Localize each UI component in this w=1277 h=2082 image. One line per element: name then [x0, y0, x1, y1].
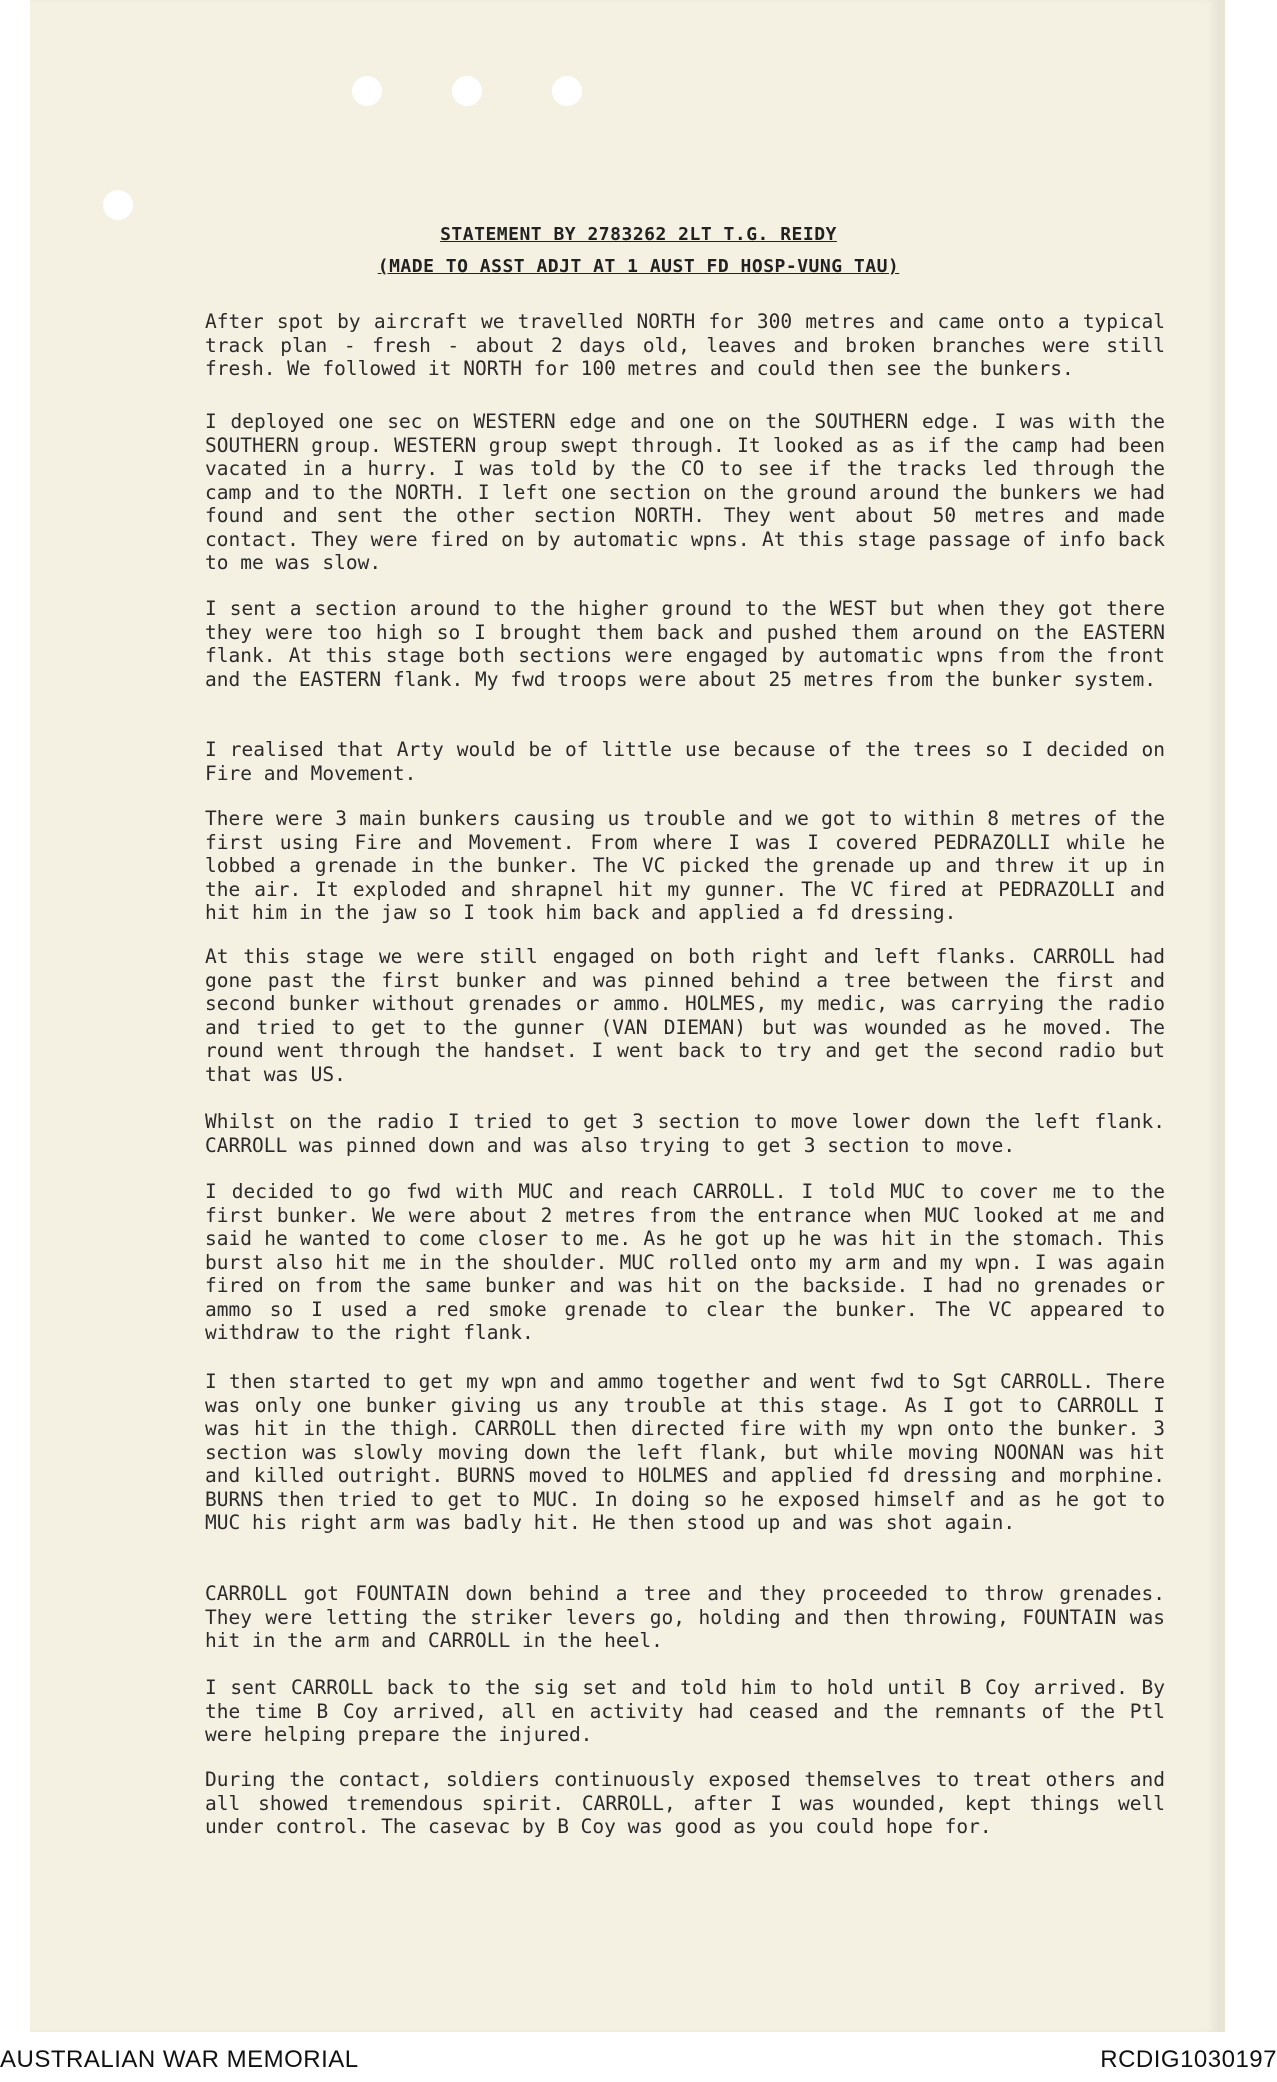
paragraph: After spot by aircraft we travelled NORTH for 300 metres and came onto a typical track plan - fresh - about 2 days old, leaves and broken branches were still fresh. We followed it NORTH for 100 metres and could then see the bunkers. — [205, 310, 1165, 380]
paragraph: I realised that Arty would be of little use because of the trees so I decided on Fire and Movement. — [205, 738, 1165, 785]
footer-record-id: RCDIG1030197 — [1100, 2046, 1277, 2073]
punch-hole — [352, 76, 382, 106]
footer-institution: AUSTRALIAN WAR MEMORIAL — [0, 2046, 359, 2073]
punch-hole — [452, 76, 482, 106]
paragraph: I sent a section around to the higher ground to the WEST but when they got there they were too high so I brought them back and pushed them around on the EASTERN flank. At this stage both sections were engaged by automatic wpns from the front and the EASTERN flank. My fwd troops were about 25 metres from the bunker system. — [205, 597, 1165, 691]
paragraph: There were 3 main bunkers causing us trouble and we got to within 8 metres of the first using Fire and Movement. From where I was I covered PEDRAZOLLI while he lobbed a grenade in the bunker. The VC picked the grenade up and threw it up in the air. It exploded and shrapnel hit my gunner. The VC fired at PEDRAZOLLI and hit him in the jaw so I took him back and applied a fd dressing. — [205, 807, 1165, 924]
paragraph: CARROLL got FOUNTAIN down behind a tree and they proceeded to throw grenades. They were letting the striker levers go, holding and then throwing, FOUNTAIN was hit in the arm and CARROLL in the heel. — [205, 1582, 1165, 1652]
paragraph: I deployed one sec on WESTERN edge and one on the SOUTHERN edge. I was with the SOUTHERN group. WESTERN group swept through. It looked as as if the camp had been vacated in a hurry. I was told by the CO to see if the tracks led through the camp and to the NORTH. I left one section on the ground around the bunkers we had found and sent the other section NORTH. They went about 50 metres and made contact. They were fired on by automatic wpns. At this stage passage of info back to me was slow. — [205, 410, 1165, 574]
paragraph: During the contact, soldiers continuously exposed themselves to treat others and all showed tremendous spirit. CARROLL, after I was wounded, kept things well under control. The casevac by B Coy was good as you could hope for. — [205, 1768, 1165, 1838]
statement-title: STATEMENT BY 2783262 2LT T.G. REIDY — [440, 224, 837, 245]
paragraph: I then started to get my wpn and ammo together and went fwd to Sgt CARROLL. There was only one bunker giving us any trouble at this stage. As I got to CARROLL I was hit in the thigh. CARROLL then directed fire with my wpn onto the bunker. 3 section was slowly moving down the left flank, but while moving NOONAN was hit and killed outright. BURNS moved to HOLMES and applied fd dressing and morphine. BURNS then tried to get to MUC. In doing so he exposed himself and as he got to MUC his right arm was badly hit. He then stood up and was shot again. — [205, 1370, 1165, 1534]
paragraph: At this stage we were still engaged on both right and left flanks. CARROLL had gone past the first bunker and was pinned behind a tree between the first and second bunker without grenades or ammo. HOLMES, my medic, was carrying the radio and tried to get to the gunner (VAN DIEMAN) but was wounded as he moved. The round went through the handset. I went back to try and get the second radio but that was US. — [205, 945, 1165, 1086]
paragraph: Whilst on the radio I tried to get 3 section to move lower down the left flank. CARROLL was pinned down and was also trying to get 3 section to move. — [205, 1110, 1165, 1157]
punch-hole — [103, 190, 133, 220]
punch-hole — [552, 76, 582, 106]
page-edge — [1217, 0, 1225, 2032]
statement-subtitle: (MADE TO ASST ADJT AT 1 AUST FD HOSP-VUNG TAU) — [377, 256, 900, 277]
paragraph: I decided to go fwd with MUC and reach CARROLL. I told MUC to cover me to the first bunker. We were about 2 metres from the entrance when MUC looked at me and said he wanted to come closer to me. As he got up he was hit in the stomach. This burst also hit me in the shoulder. MUC rolled onto my arm and my wpn. I was again fired on from the same bunker and was hit on the backside. I had no grenades or ammo so I used a red smoke grenade to clear the bunker. The VC appeared to withdraw to the right flank. — [205, 1180, 1165, 1344]
paragraph: I sent CARROLL back to the sig set and told him to hold until B Coy arrived. By the time B Coy arrived, all en activity had ceased and the remnants of the Ptl were helping prepare the injured. — [205, 1676, 1165, 1746]
